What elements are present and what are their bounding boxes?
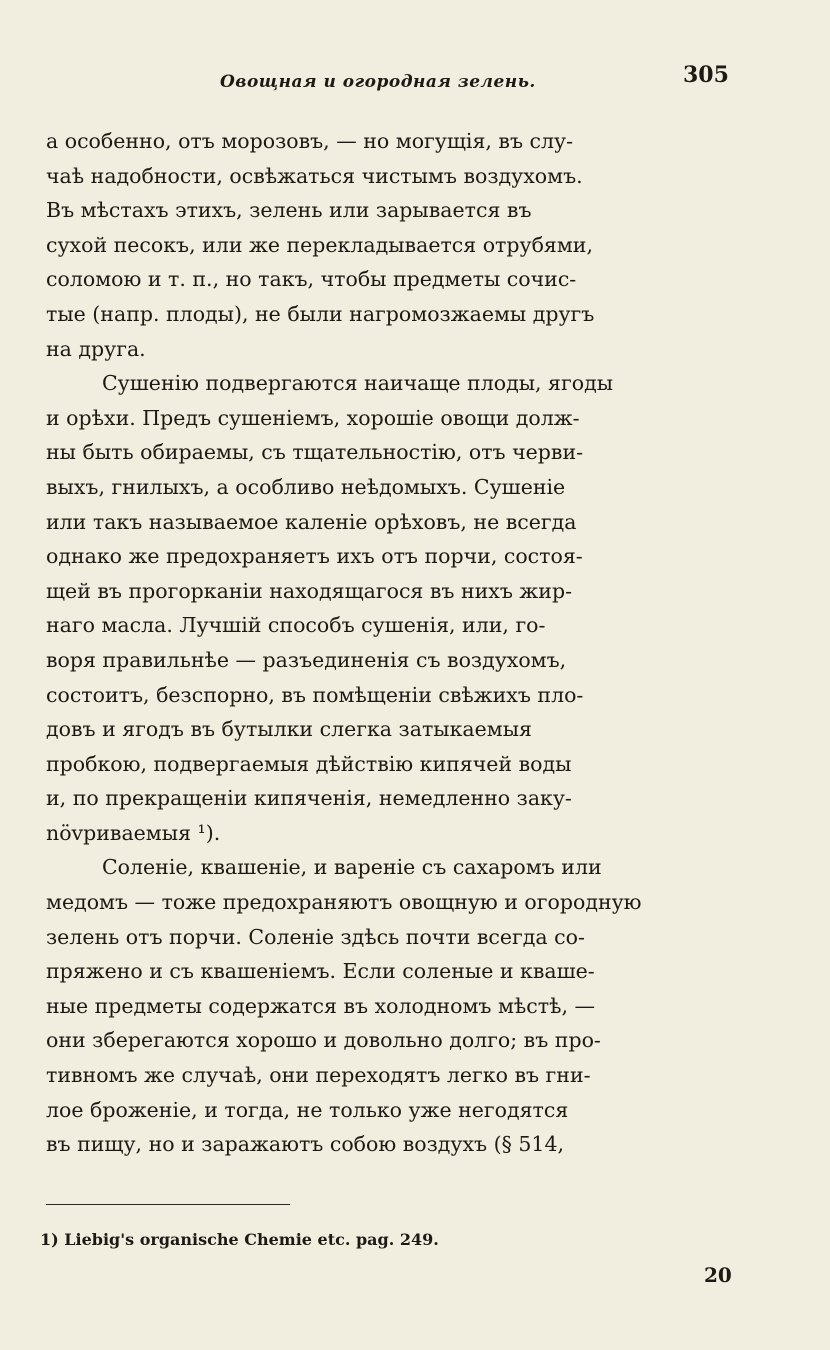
text-line: довъ и ягодъ въ бутылки слегка затыкаемыя	[46, 717, 532, 742]
text-line: наго масла. Лучшій способъ сушенія, или, го-	[46, 613, 546, 638]
page-number: 305	[683, 62, 729, 88]
text-line: növриваемыя ¹).	[46, 820, 221, 845]
text-line: пряжено и съ квашеніемъ. Если соленые и кваше-	[46, 959, 595, 984]
text-line: они зберегаются хорошо и довольно долго; въ про-	[46, 1028, 601, 1053]
text-line: въ пищу, но и заражаютъ собою воздухъ (§ 514,	[46, 1132, 565, 1157]
text-line: тивномъ же случаѣ, они переходятъ легко въ гни-	[46, 1063, 591, 1088]
text-line: тые (напр. плоды), не были нагромозжаемы другъ	[46, 301, 595, 326]
text-line: чаѣ надобности, освѣжаться чистымъ воздухомъ.	[46, 163, 583, 188]
text-line: воря правильнѣе — разъединенія съ воздухомъ,	[46, 647, 567, 672]
body-text	[46, 124, 726, 1162]
text-line: лое броженіе, и тогда, не только уже негодятся	[46, 1097, 569, 1122]
footnote-rule	[46, 1204, 290, 1205]
text-line: ны быть обираемы, съ тщательностію, отъ черви-	[46, 440, 584, 465]
text-line: однако же предохраняетъ ихъ отъ порчи, состоя-	[46, 544, 583, 569]
text-line: и орѣхи. Предъ сушеніемъ, хорошіе овощи долж-	[46, 405, 580, 430]
text-line: пробкою, подвергаемыя дѣйствію кипячей воды	[46, 751, 572, 776]
signature-mark: 20	[704, 1263, 732, 1287]
paragraph-first-line: Соленіе, квашеніе, и вареніе съ сахаромъ или	[102, 855, 602, 880]
text-line: а особенно, отъ морозовъ, — но могущія, въ слу-	[46, 129, 574, 153]
text-line: сухой песокъ, или же перекладывается отрубями,	[46, 232, 593, 257]
text-line: соломою и т. п., но такъ, чтобы предметы сочис-	[46, 267, 577, 292]
running-title: Овощная и огородная зелень.	[220, 72, 536, 92]
text-line: выхъ, гнилыхъ, а особливо неѣдомыхъ. Сушеніе	[46, 474, 566, 499]
text-line: щей въ прогорканіи находящагося въ нихъ жир-	[46, 578, 572, 603]
text-line: или такъ называемое каленіе орѣховъ, не всегда	[46, 509, 577, 534]
text-line: ные предметы содержатся въ холодномъ мѣстѣ, —	[46, 993, 595, 1018]
paragraph-first-line: Сушенію подвергаются наичаще плоды, ягоды	[102, 371, 614, 396]
text-line: зелень отъ порчи. Соленіе здѣсь почти всегда со-	[46, 924, 585, 949]
text-line: состоитъ, безспорно, въ помѣщеніи свѣжихъ пло-	[46, 682, 584, 707]
footnote: 1) Liebig's organische Chemie etc. pag. 249.	[40, 1230, 439, 1249]
text-line: медомъ — тоже предохраняютъ овощную и огородную	[46, 890, 642, 915]
text-line: на друга.	[46, 336, 146, 361]
text-line: Въ мѣстахъ этихъ, зелень или зарывается въ	[46, 198, 532, 223]
text-line: и, по прекращеніи кипяченія, немедленно заку-	[46, 786, 572, 811]
